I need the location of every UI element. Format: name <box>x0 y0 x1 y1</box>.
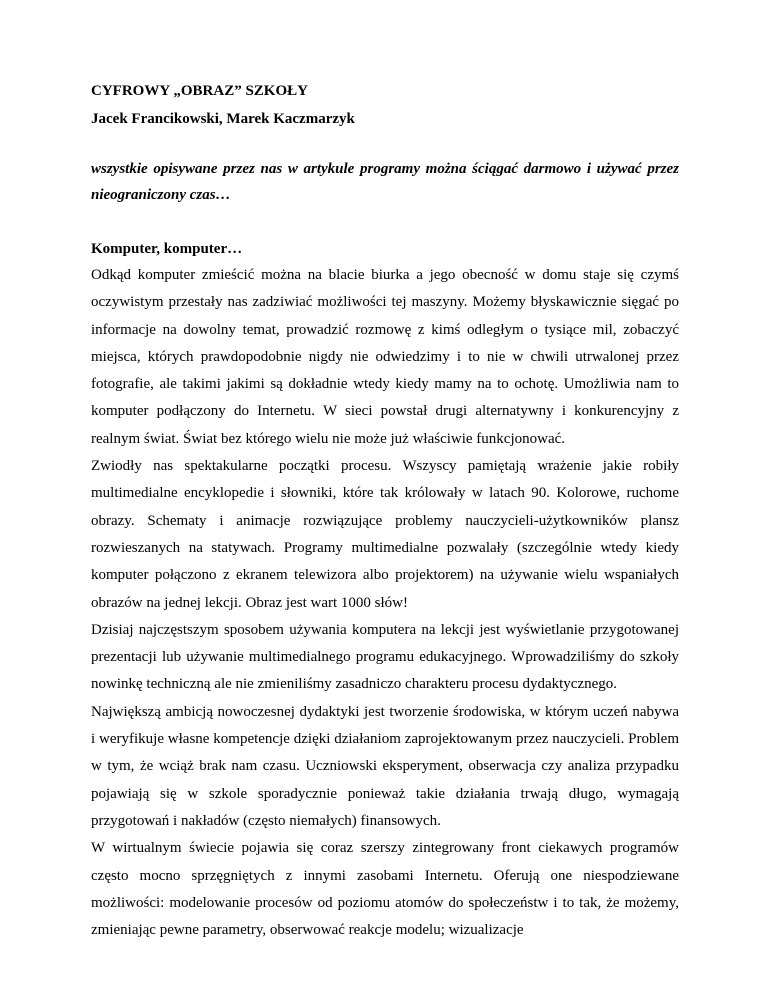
body-paragraph: W wirtualnym świecie pojawia się coraz szerszy zintegrowany front ciekawych programów często mocno sprzęgniętych z innymi zasobami Internetu. Oferują one niespodziewane możliwości: modelowanie procesów od poziomu atomów do społeczeństw i to tak, że możemy, zmieniając pewne parametry, obserwować reakcje modelu; wizualizacje <box>91 840 679 939</box>
document-page <box>91 80 679 944</box>
section-heading: Komputer, komputer… <box>91 241 243 257</box>
document-title: CYFROWY „OBRAZ” SZKOŁY <box>91 83 308 99</box>
body-paragraph: Zwiodły nas spektakularne początki procesu. Wszyscy pamiętają wrażenie jakie robiły multimedialne encyklopedie i słowniki, które tak królowały w latach 90. Kolorowe, ruchome obrazy. Schematy i animacje rozwiązujące problemy nauczycieli-użytkowników plansz rozwieszanych na statywach. Programy multimedialne pozwalały (szczególnie wtedy kiedy komputer połączono z ekranem telewizora albo projektorem) na używanie wielu wspaniałych obrazów na jednej lekcji. Obraz jest wart 1000 słów! <box>91 458 679 611</box>
document-authors: Jacek Francikowski, Marek Kaczmarzyk <box>91 111 355 127</box>
body-paragraph: Odkąd komputer zmieścić można na blacie biurka a jego obecność w domu staje się czymś oczywistym przestały nas zadziwiać możliwości tej maszyny. Możemy błyskawicznie sięgać po informacje na dowolny temat, prowadzić rozmowę z kimś odległym o tysiące mil, zobaczyć miejsca, których prawdopodobnie nigdy nie odwiedzimy i to nie w chwili utrwalonej przez fotografie, ale takimi jakimi są dokładnie wtedy kiedy mamy na to ochotę. Umożliwia nam to komputer podłączony do Internetu. W sieci powstał drugi alternatywny i konkurencyjny z realnym świat. Świat bez którego wielu nie może już właściwie funkcjonować. <box>91 267 679 447</box>
body-paragraph: Największą ambicją nowoczesnej dydaktyki jest tworzenie środowiska, w którym uczeń nabywa i weryfikuje własne kompetencje dzięki działaniom zaprojektowanym przez nauczycieli. Problem w tym, że wciąż brak nam czasu. Uczniowski eksperyment, obserwacja czy analiza przypadku pojawiają się w szkole sporadycznie ponieważ takie działania trwają długo, wymagają przygotowań i nakładów (często niemałych) finansowych. <box>91 703 679 829</box>
body-text <box>91 262 679 944</box>
lead-paragraph: wszystkie opisywane przez nas w artykule programy można ściągać darmowo i używać przez nieograniczony czas… <box>91 161 679 203</box>
body-paragraph: Dzisiaj najczęstszym sposobem używania komputera na lekcji jest wyświetlanie przygotowanej prezentacji lub używanie multimedialnego programu edukacyjnego. Wprowadziliśmy do szkoły nowinkę techniczną ale nie zmieniliśmy zasadniczo charakteru procesu dydaktycznego. <box>91 621 679 693</box>
